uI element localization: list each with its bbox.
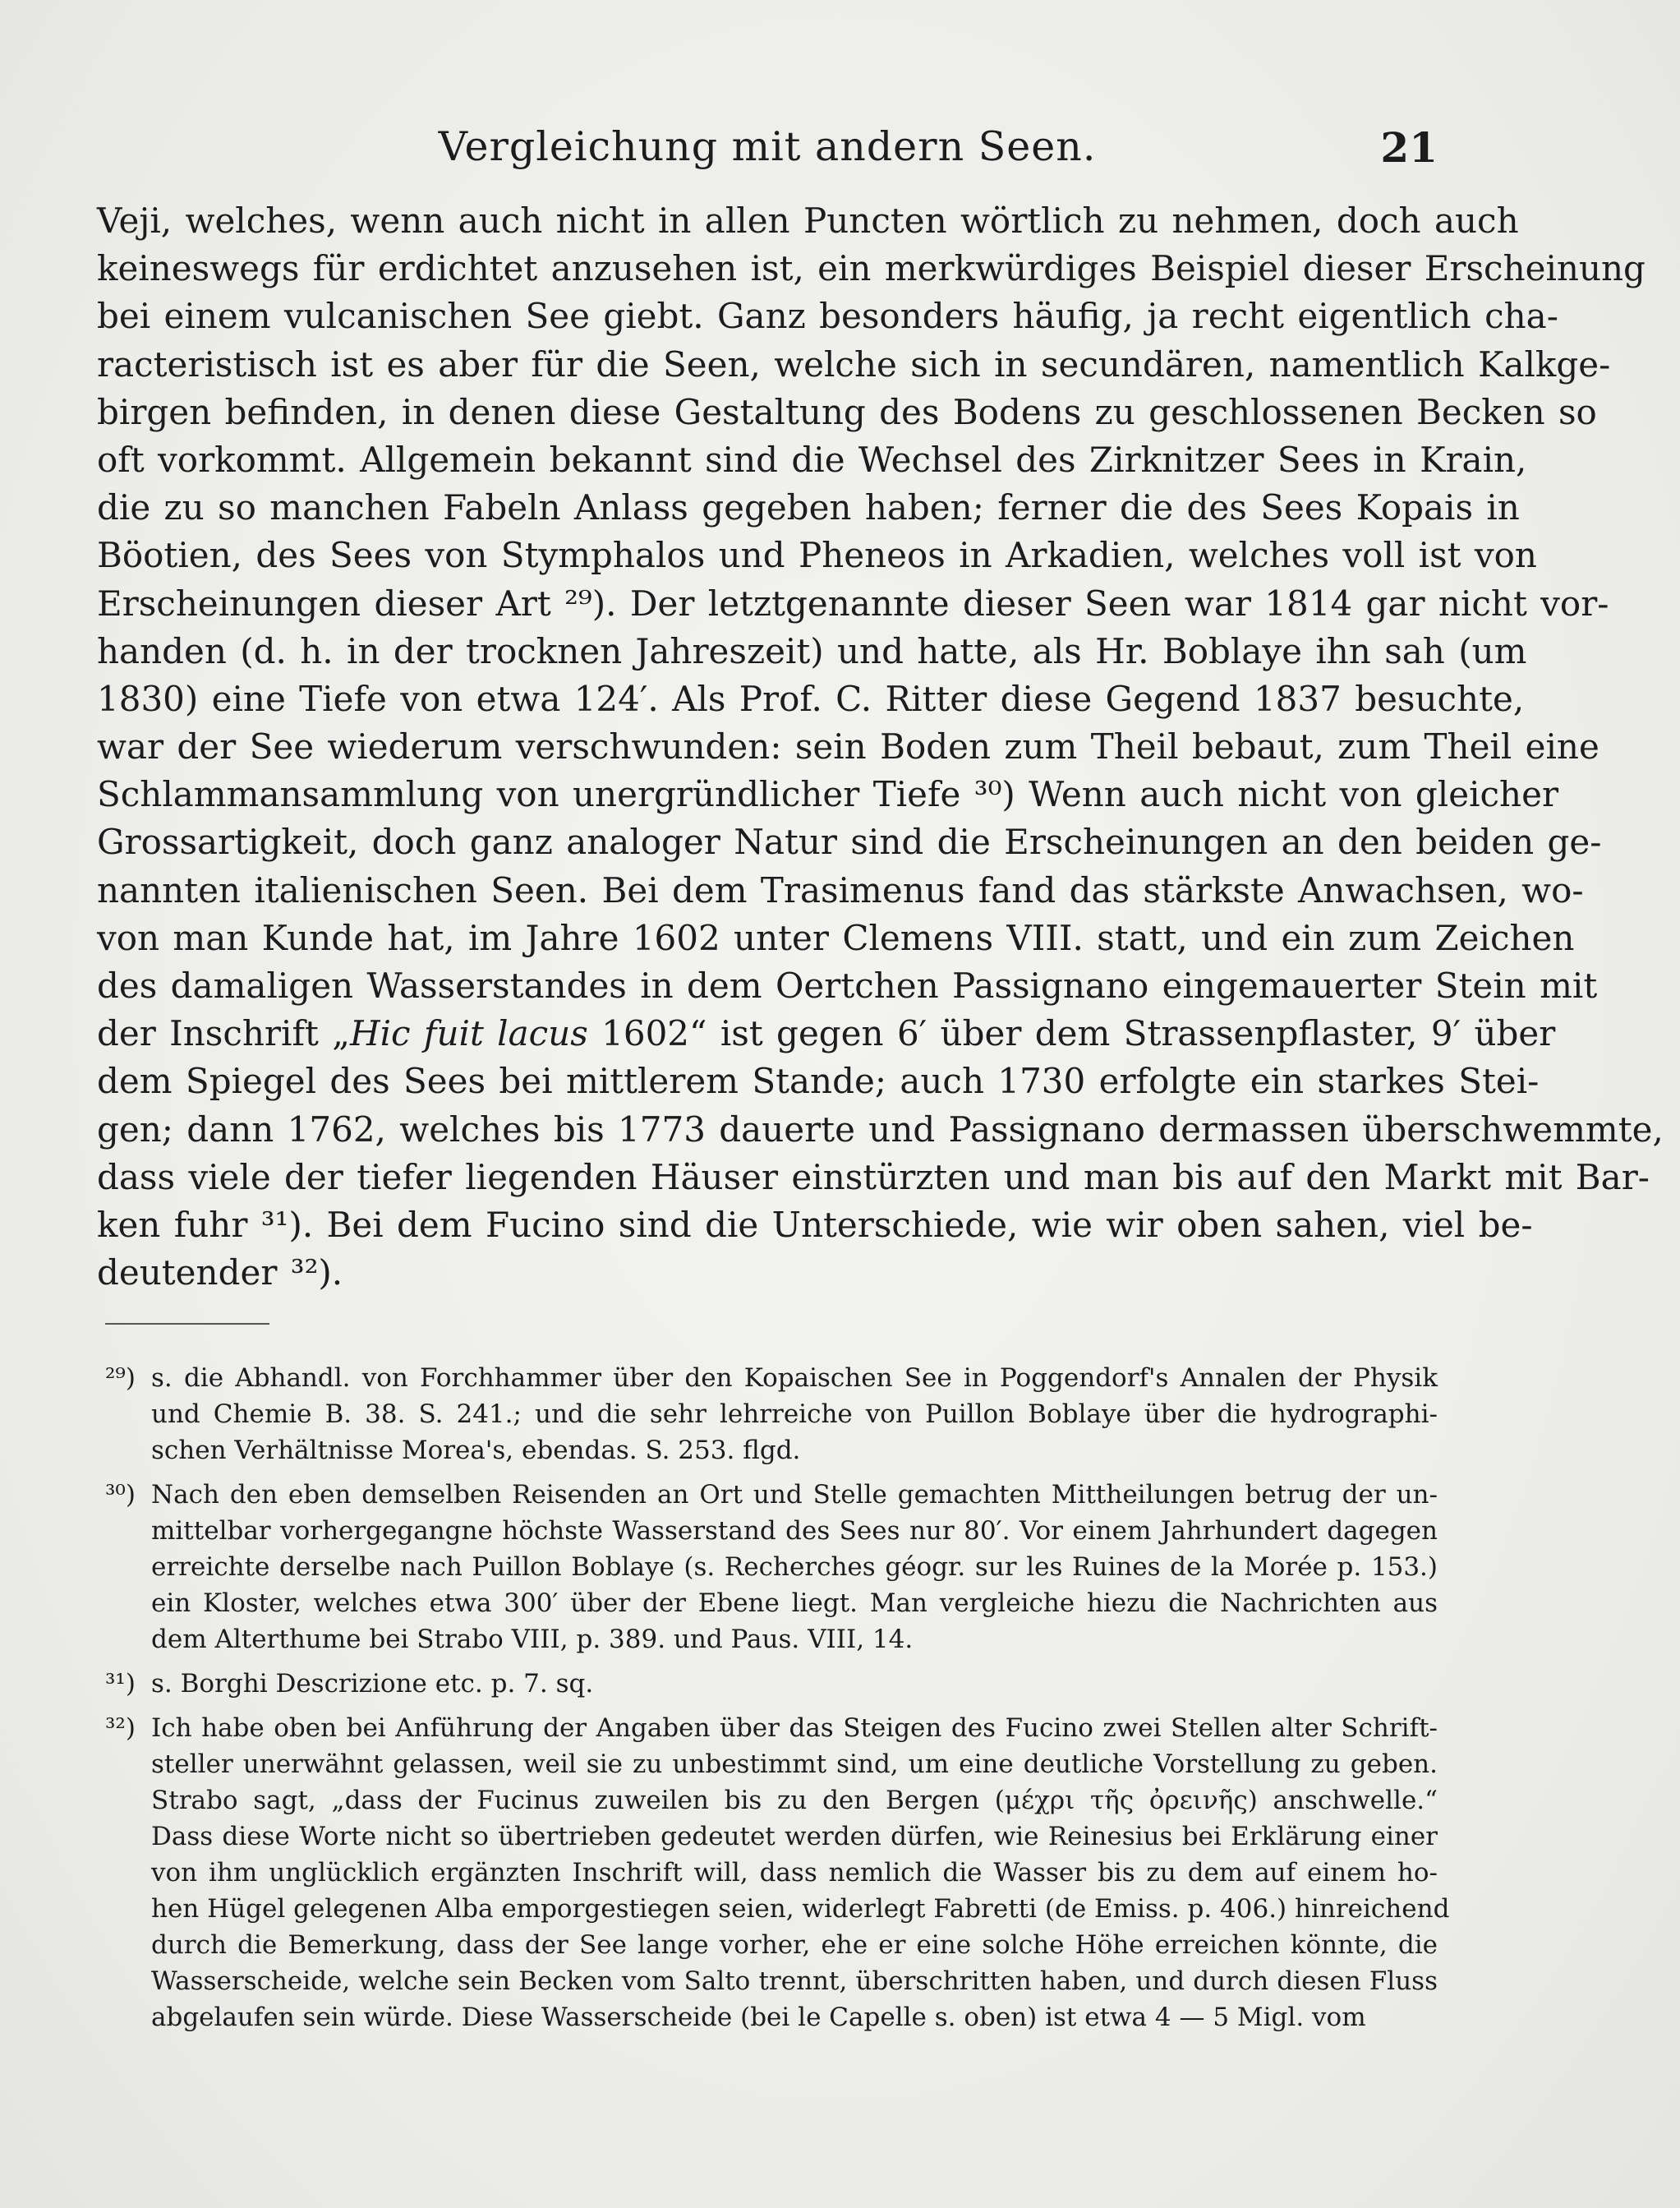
text-line: Schlammansammlung von unergründlicher Tiefe ³⁰) Wenn auch nicht von gleicher: [97, 774, 1559, 815]
footnote-text: Ich habe oben bei Anführung der Angaben über das Steigen des Fucino zwei Stellen alter Schrift-: [151, 1713, 1438, 1743]
footnote-text: von ihm unglücklich ergänzten Inschrift will, dass nemlich die Wasser bis zu dem auf einem ho-: [151, 1858, 1438, 1888]
text-line: war der See wiederum verschwunden: sein Boden zum Theil bebaut, zum Theil eine: [97, 726, 1599, 767]
text-line: Erscheinungen dieser Art ²⁹). Der letztgenannte dieser Seen war 1814 gar nicht vor-: [97, 583, 1609, 624]
page-header: [97, 123, 1438, 181]
footnote-text: schen Verhältnisse Morea's, ebendas. S. 253. flgd.: [151, 1436, 801, 1465]
footnote-line: [105, 1782, 1438, 1818]
footnote-line: [105, 1513, 1438, 1549]
footnote-text: hen Hügel gelegenen Alba emporgestiegen seien, widerlegt Fabretti (de Emiss. p. 406.) hinreichend: [151, 1894, 1450, 1924]
footnote-text: durch die Bemerkung, dass der See lange vorher, ehe er eine solche Höhe erreichen könnte, die: [151, 1930, 1438, 1960]
text-line: 1830) eine Tiefe von etwa 124′. Als Prof. C. Ritter diese Gegend 1837 besuchte,: [97, 678, 1525, 719]
footnote: [105, 1666, 1438, 1702]
footnote-line: [105, 1585, 1438, 1621]
text-line: keineswegs für erdichtet anzusehen ist, ein merkwürdiges Beispiel dieser Erscheinung: [97, 248, 1645, 289]
footnote-marker: ²⁹): [105, 1363, 136, 1393]
footnote-marker: ³²): [105, 1713, 136, 1743]
footnote-text: Wasserscheide, welche sein Becken vom Salto trennt, überschritten haben, und durch diesen Fluss: [151, 1966, 1438, 1996]
text-line: des damaligen Wasserstandes in dem Oertchen Passignano eingemauerter Stein mit: [97, 966, 1598, 1006]
text-line: gen; dann 1762, welches bis 1773 dauerte und Passignano dermassen überschwemmte,: [97, 1109, 1664, 1150]
footnote-text: erreichte derselbe nach Puillon Boblaye (s. Recherches géogr. sur les Ruines de la Morée p. 153.): [151, 1552, 1438, 1582]
running-title: Vergleichung mit andern Seen.: [438, 123, 1097, 170]
footnote-text: Nach den eben demselben Reisenden an Ort und Stelle gemachten Mittheilungen betrug der un-: [151, 1480, 1438, 1510]
text-line: deutender ³²).: [97, 1252, 343, 1293]
footnote: [105, 1360, 1438, 1468]
footnote: [105, 1477, 1438, 1657]
text-line: Grossartigkeit, doch ganz analoger Natur sind die Erscheinungen an den beiden ge-: [97, 822, 1602, 863]
footnote-text: s. Borghi Descrizione etc. p. 7. sq.: [151, 1669, 594, 1699]
text-line: von man Kunde hat, im Jahre 1602 unter Clemens VIII. statt, und ein zum Zeichen: [97, 917, 1575, 958]
text-line: handen (d. h. in der trocknen Jahreszeit) und hatte, als Hr. Boblaye ihn sah (um: [97, 630, 1527, 671]
footnote-line: [105, 1855, 1438, 1891]
footnote-text: dem Alterthume bei Strabo VIII, p. 389. und Paus. VIII, 14.: [151, 1625, 914, 1654]
footnote-line: [105, 1963, 1438, 1999]
text-line: dass viele der tiefer liegenden Häuser einstürzten und man bis auf den Markt mit Bar-: [97, 1156, 1650, 1197]
footnote-marker: ³¹): [105, 1669, 136, 1699]
footnote-line: [105, 1746, 1438, 1782]
footnote-separator: [105, 1323, 269, 1325]
page-number: 21: [1380, 123, 1438, 172]
footnotes: [105, 1360, 1450, 2044]
text-line: bei einem vulcanischen See giebt. Ganz besonders häufig, ja recht eigentlich cha-: [97, 296, 1558, 337]
footnote-line: [105, 1621, 1438, 1657]
footnote-marker: ³⁰): [105, 1480, 136, 1510]
footnote-line: [105, 1999, 1438, 2035]
footnote-line: [105, 1432, 1438, 1468]
footnote-text: und Chemie B. 38. S. 241.; und die sehr lehrreiche von Puillon Boblaye über die hydrographi-: [151, 1399, 1438, 1429]
text-line: der Inschrift „Hic fuit lacus 1602“ ist gegen 6′ über dem Strassenpflaster, 9′ über: [97, 1013, 1556, 1054]
footnote-line: [105, 1710, 1438, 1746]
text-line: Veji, welches, wenn auch nicht in allen Puncten wörtlich zu nehmen, doch auch: [97, 201, 1519, 241]
footnote-text: Strabo sagt, „dass der Fucinus zuweilen bis zu den Bergen (μέχρι τῆς ὀρεινῆς) anschwelle.“: [151, 1786, 1438, 1815]
footnote-text: abgelaufen sein würde. Diese Wasserscheide (bei le Capelle s. oben) ist etwa 4 — 5 Migl. vom: [151, 2003, 1366, 2032]
footnote: [105, 1710, 1450, 2035]
footnote-text: mittelbar vorhergegangne höchste Wasserstand des Sees nur 80′. Vor einem Jahrhundert dagegen: [151, 1516, 1438, 1546]
text-line: oft vorkommt. Allgemein bekannt sind die Wechsel des Zirknitzer Sees in Krain,: [97, 439, 1527, 480]
footnote-line: [105, 1477, 1438, 1513]
footnote-line: [105, 1891, 1450, 1927]
text-line: birgen befinden, in denen diese Gestaltung des Bodens zu geschlossenen Becken so: [97, 391, 1597, 432]
text-line: Böotien, des Sees von Stymphalos und Pheneos in Arkadien, welches voll ist von: [97, 535, 1537, 576]
text-line: racteristisch ist es aber für die Seen, welche sich in secundären, namentlich Kalkge-: [97, 343, 1611, 385]
footnote-line: [105, 1396, 1438, 1432]
text-line: nannten italienischen Seen. Bei dem Trasimenus fand das stärkste Anwachsen, wo-: [97, 869, 1584, 910]
footnote-text: steller unerwähnt gelassen, weil sie zu unbestimmt sind, um eine deutliche Vorstellung zu geben.: [151, 1749, 1438, 1779]
footnote-line: [105, 1818, 1438, 1855]
text-line: dem Spiegel des Sees bei mittlerem Stande; auch 1730 erfolgte ein starkes Stei-: [97, 1061, 1540, 1102]
text-line: die zu so manchen Fabeln Anlass gegeben haben; ferner die des Sees Kopais in: [97, 487, 1520, 528]
footnote-text: ein Kloster, welches etwa 300′ über der Ebene liegt. Man vergleiche hiezu die Nachrichten aus: [151, 1588, 1438, 1618]
footnote-line: [105, 1360, 1438, 1396]
text-line: ken fuhr ³¹). Bei dem Fucino sind die Unterschiede, wie wir oben sahen, viel be-: [97, 1204, 1533, 1245]
footnote-line: [105, 1927, 1438, 1963]
footnote-line: [105, 1549, 1438, 1585]
footnote-text: s. die Abhandl. von Forchhammer über den Kopaischen See in Poggendorf's Annalen der Physik: [151, 1363, 1438, 1393]
latin-inscription: Hic fuit lacus: [349, 1013, 588, 1054]
footnote-text: Dass diese Worte nicht so übertrieben gedeutet werden dürfen, wie Reinesius bei Erklärung einer: [151, 1822, 1438, 1851]
main-text: [97, 197, 1664, 1297]
footnote-line: [105, 1666, 1438, 1702]
